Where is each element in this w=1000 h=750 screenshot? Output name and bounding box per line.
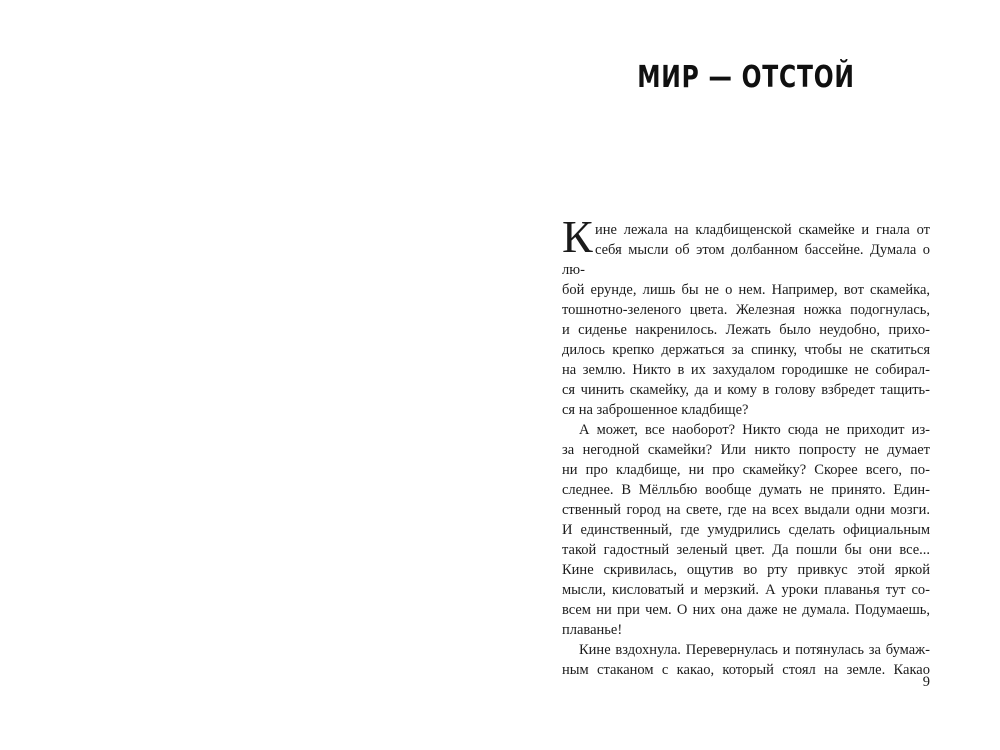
drop-cap-letter: К [562,211,593,262]
text-line: следнее. В Мёлльбю вообще думать не принято. Един- [562,482,930,498]
text-line: за негодной скамейки? Или никто попросту не думает [562,442,930,458]
text-line: ни про кладбище, ни про скамейку? Скорее всего, по- [562,462,930,478]
text-line: всем ни при чем. О них она даже не думала. Подумаешь, [562,602,930,618]
text-line: такой гадостный зеленый цвет. Да пошли бы они все... [562,542,930,558]
text-line: мысли, кисловатый и мерзкий. А уроки плаванья тут со- [562,582,930,598]
text-line: бой ерунде, лишь бы не о нем. Например, вот скамейка, [562,282,930,298]
text-line: ся на заброшенное кладбище? [562,402,749,418]
text-line: И единственный, где умудрились сделать официальным [562,522,930,538]
text-line: ся чинить скамейку, да и кому в голову взбредет тащить- [562,382,930,398]
text-line: тошнотно-зеленого цвета. Железная ножка подогнулась, [562,302,930,318]
text-line: себя мысли об этом долбанном бассейне. Думала о лю- [562,242,930,278]
text-line: ине лежала на кладбищенской скамейке и гнала от [595,222,930,238]
text-line: Кине скривилась, ощутив во рту привкус этой яркой [562,562,930,578]
page-number: 9 [922,674,930,690]
text-line: на землю. Никто в их захудалом городишке не собирал- [562,362,930,378]
text-line: ственный город на свете, где на всех выдали одни мозги. [562,502,930,518]
text-line: Кине вздохнула. Перевернулась и потянулась за бумаж- [579,642,930,658]
text-line: А может, все наоборот? Никто сюда не приходит из- [579,422,930,438]
text-line: плаванье! [562,622,623,638]
text-line: и сиденье накренилось. Лежать было неудобно, прихо- [562,322,930,338]
text-line: дилось крепко держаться за спинку, чтобы не скатиться [562,342,930,358]
chapter-title: МИР — ОТСТОЙ [637,60,855,95]
text-block [562,211,930,680]
text-line: ным стаканом с какао, который стоял на земле. Какао [562,662,930,678]
